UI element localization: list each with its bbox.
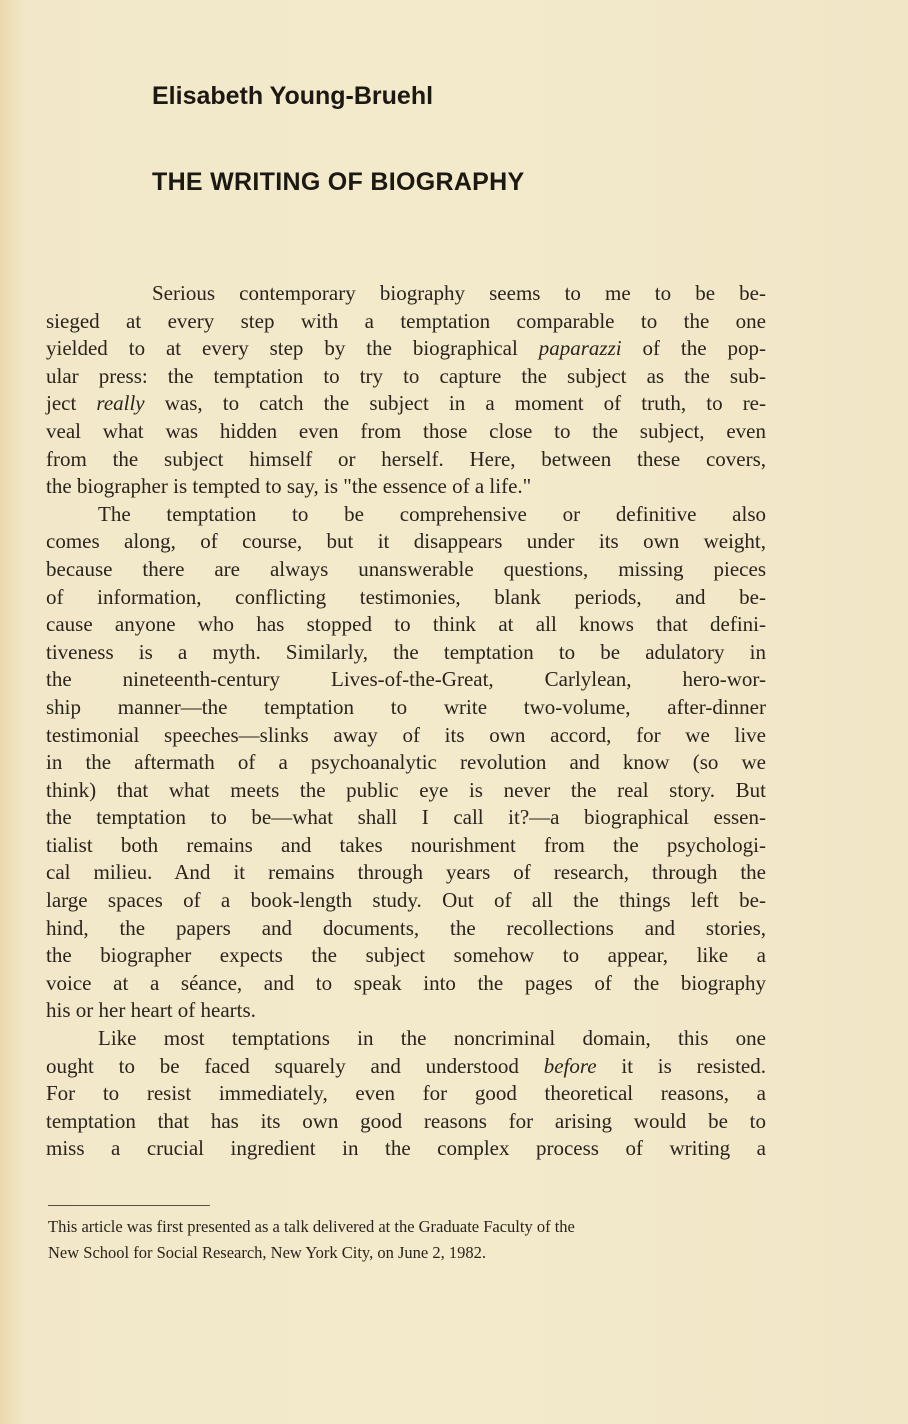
text-run: sieged at every step with a temptation comparable to the one	[46, 308, 766, 333]
text-run: Like most temptations in the noncriminal domain, this one	[98, 1026, 766, 1051]
text-run: cause anyone who has stopped to think at all knows that defini-	[46, 612, 766, 637]
text-run: was, to catch the subject in a moment of truth, to re-	[144, 391, 766, 416]
text-run: veal what was hidden even from those close to the subject, even	[46, 418, 766, 443]
text-run: tialist both remains and takes nourishment from the psychologi-	[46, 832, 766, 857]
text-run: the nineteenth-century Lives-of-the-Great, Carlylean, hero-wor-	[46, 667, 766, 692]
text-run: voice at a séance, and to speak into the pages of the biography	[46, 970, 766, 995]
text-line	[46, 473, 766, 501]
text-line	[46, 777, 766, 805]
text-line	[46, 970, 766, 998]
text-run: of information, conflicting testimonies, blank periods, and be-	[46, 584, 766, 609]
text-line	[46, 501, 766, 529]
text-line	[46, 804, 766, 832]
text-run: large spaces of a book-length study. Out of all the things left be-	[46, 888, 766, 913]
italic-text: really	[96, 391, 145, 416]
text-run: because there are always unanswerable questions, missing pieces	[46, 556, 766, 581]
text-line	[46, 363, 766, 391]
text-run: from the subject himself or herself. Here, between these covers,	[46, 446, 766, 471]
text-line	[46, 390, 766, 418]
text-line	[46, 308, 766, 336]
text-line	[46, 1135, 766, 1163]
text-run: cal milieu. And it remains through years of research, through the	[46, 860, 766, 885]
footnote-line: This article was first presented as a talk delivered at the Graduate Faculty of the	[48, 1217, 575, 1236]
footnote	[48, 1214, 770, 1266]
text-line	[46, 1108, 766, 1136]
text-line	[46, 859, 766, 887]
text-run: ship manner—the temptation to write two-volume, after-dinner	[46, 694, 766, 719]
footnote-rule	[48, 1205, 210, 1206]
text-run: ular press: the temptation to try to capture the subject as the sub-	[46, 363, 766, 388]
text-line	[46, 749, 766, 777]
italic-text: paparazzi	[538, 336, 622, 361]
text-line	[46, 997, 766, 1025]
text-run: it is resisted.	[596, 1053, 766, 1078]
text-run: the biographer expects the subject somehow to appear, like a	[46, 943, 766, 968]
text-line	[46, 446, 766, 474]
text-run: his or her heart of hearts.	[46, 998, 256, 1023]
text-line	[46, 832, 766, 860]
text-line	[46, 280, 766, 308]
text-line	[46, 528, 766, 556]
text-line	[46, 887, 766, 915]
text-run: The temptation to be comprehensive or definitive also	[98, 501, 766, 526]
text-line	[46, 639, 766, 667]
text-line	[46, 1080, 766, 1108]
text-run: of the pop-	[621, 336, 766, 361]
text-run: Serious contemporary biography seems to me to be be-	[152, 281, 766, 305]
text-run: the temptation to be—what shall I call it?—a biographical essen-	[46, 805, 766, 830]
text-run: miss a crucial ingredient in the complex process of writing a	[46, 1136, 766, 1161]
text-line	[46, 418, 766, 446]
text-run: hind, the papers and documents, the recollections and stories,	[46, 915, 766, 940]
article-title: THE WRITING OF BIOGRAPHY	[152, 168, 525, 196]
text-run: For to resist immediately, even for good theoretical reasons, a	[46, 1081, 766, 1106]
text-line	[46, 1025, 766, 1053]
text-line	[46, 1053, 766, 1081]
text-run: ought to be faced squarely and understood	[46, 1053, 544, 1078]
author-name: Elisabeth Young-Bruehl	[152, 82, 434, 110]
text-line	[46, 722, 766, 750]
text-line	[46, 942, 766, 970]
text-line	[46, 556, 766, 584]
text-run: tiveness is a myth. Similarly, the temptation to be adulatory in	[46, 639, 766, 664]
article-body	[46, 280, 766, 1163]
text-line	[46, 915, 766, 943]
text-run: yielded to at every step by the biographical	[46, 336, 539, 361]
text-run: ject	[46, 391, 97, 416]
text-run: testimonial speeches—slinks away of its own accord, for we live	[46, 722, 766, 747]
text-line	[46, 584, 766, 612]
text-run: comes along, of course, but it disappears under its own weight,	[46, 529, 766, 554]
italic-text: before	[543, 1053, 597, 1078]
text-line	[46, 611, 766, 639]
text-run: think) that what meets the public eye is never the real story. But	[46, 777, 766, 802]
text-run: the biographer is tempted to say, is "the essence of a life."	[46, 474, 532, 499]
footnote-line: New School for Social Research, New York City, on June 2, 1982.	[48, 1243, 486, 1262]
text-run: temptation that has its own good reasons for arising would be to	[46, 1108, 766, 1133]
text-line	[46, 694, 766, 722]
text-run: in the aftermath of a psychoanalytic revolution and know (so we	[46, 750, 766, 775]
text-line	[46, 335, 766, 363]
text-line	[46, 666, 766, 694]
